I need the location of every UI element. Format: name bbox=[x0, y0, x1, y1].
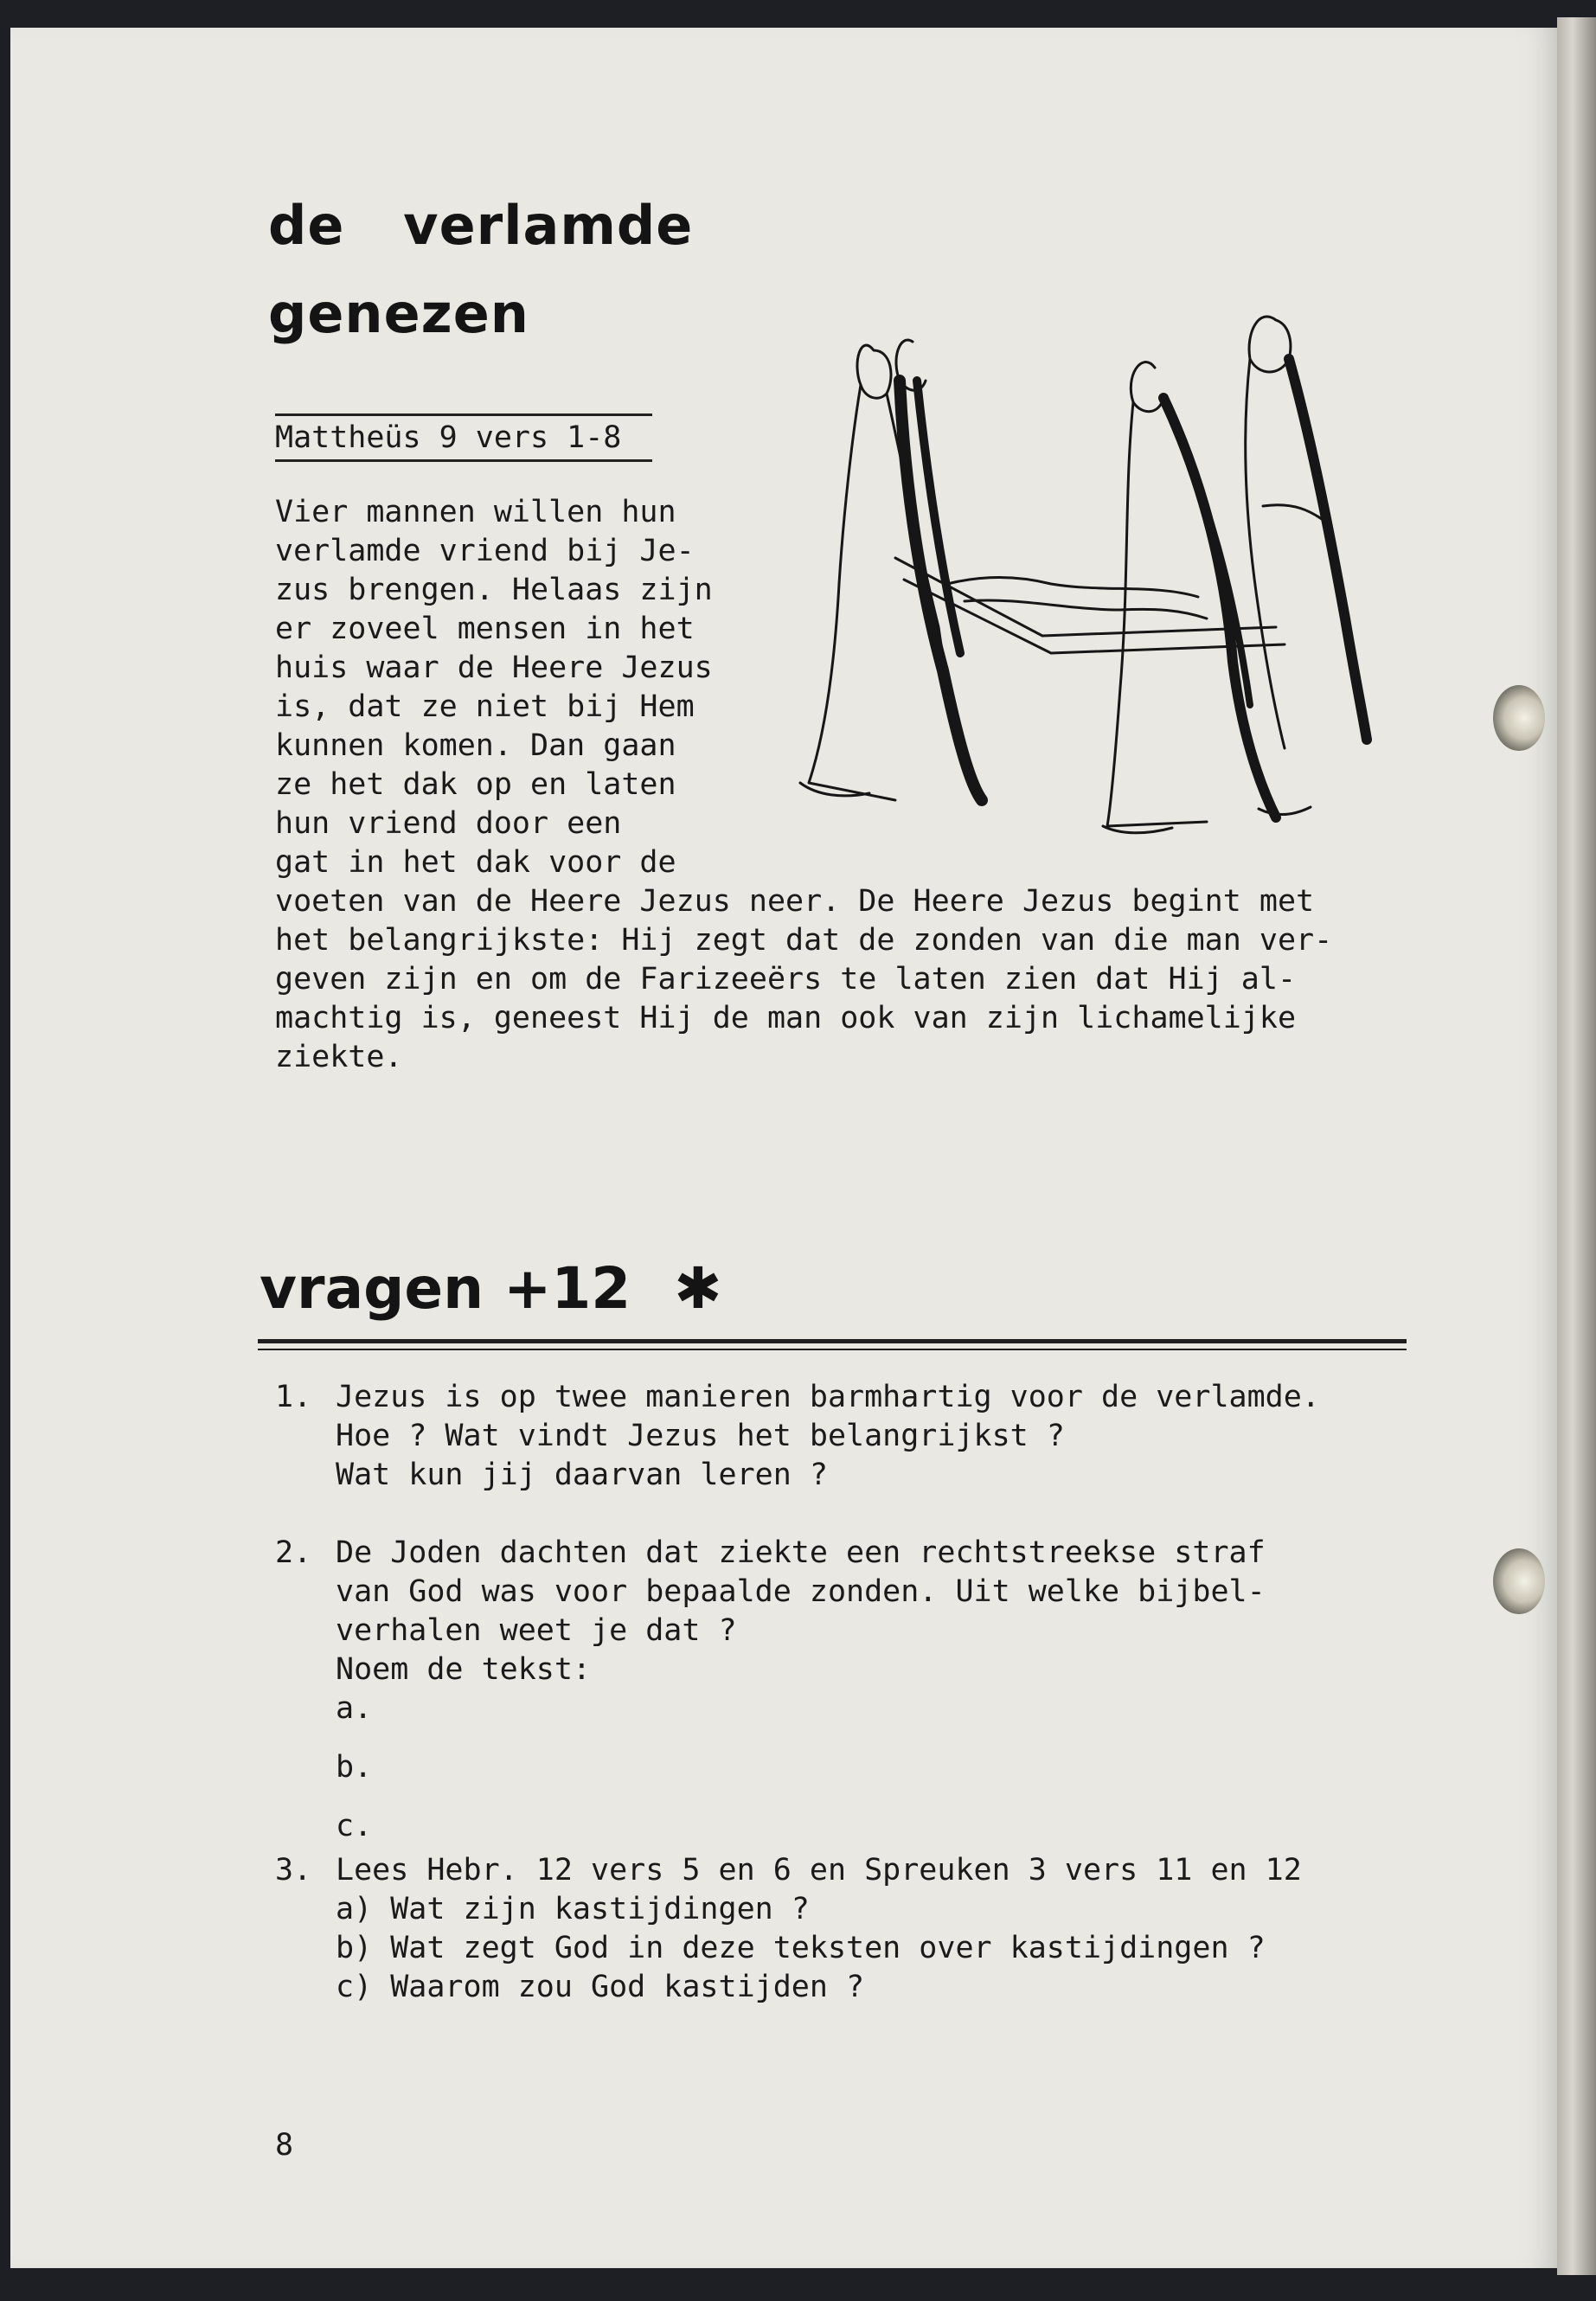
question-1 bbox=[275, 1378, 1452, 1495]
story-line: ze het dak op en laten bbox=[275, 767, 676, 802]
story-line: is, dat ze niet bij Hem bbox=[275, 689, 695, 724]
story-line: Vier mannen willen hun bbox=[275, 495, 676, 529]
heading-rule-thin bbox=[258, 1349, 1407, 1350]
question-line: Jezus is op twee manieren barmhartig voor de verlamde. bbox=[336, 1380, 1320, 1414]
story-line: machtig is, geneest Hij de man ook van zijn lichamelijke bbox=[275, 1001, 1297, 1035]
story-line: huis waar de Heere Jezus bbox=[275, 651, 713, 685]
question-line: verhalen weet je dat ? bbox=[336, 1613, 737, 1648]
question-number: 2. bbox=[275, 1535, 312, 1570]
bible-reference: Mattheüs 9 vers 1-8 bbox=[275, 413, 652, 462]
question-line: c) Waarom zou God kastijden ? bbox=[336, 1970, 865, 2004]
question-2 bbox=[275, 1534, 1452, 1846]
asterisk-icon: ✱ bbox=[674, 1255, 722, 1322]
question-line: b) Wat zegt God in deze teksten over kastijdingen ? bbox=[336, 1931, 1266, 1965]
answer-blank-a: a. bbox=[336, 1691, 373, 1726]
story-line: gat in het dak voor de bbox=[275, 845, 676, 880]
story-title-line-2: genezen bbox=[268, 282, 529, 345]
question-line: a) Wat zijn kastijdingen ? bbox=[336, 1892, 810, 1926]
story-line: hun vriend door een bbox=[275, 806, 622, 841]
question-3 bbox=[275, 1851, 1452, 2007]
story-title-line-1: de verlamde bbox=[268, 194, 694, 257]
question-line: Noem de tekst: bbox=[336, 1652, 592, 1687]
story-line: verlamde vriend bij Je- bbox=[275, 534, 695, 568]
story-line: het belangrijkste: Hij zegt dat de zonden van die man ver- bbox=[275, 923, 1333, 958]
question-line: Hoe ? Wat vindt Jezus het belangrijkst ? bbox=[336, 1419, 1065, 1453]
story-line: ziekte. bbox=[275, 1040, 403, 1074]
story-title bbox=[268, 182, 693, 358]
answer-blank-c: c. bbox=[336, 1809, 373, 1843]
story-line: voeten van de Heere Jezus neer. De Heere Jezus begint met bbox=[275, 884, 1315, 919]
question-line: Wat kun jij daarvan leren ? bbox=[336, 1458, 828, 1492]
question-line: van God was voor bepaalde zonden. Uit welke bijbel- bbox=[336, 1574, 1266, 1609]
questions-heading-text: vragen +12 bbox=[260, 1255, 631, 1322]
heading-rule-thick bbox=[258, 1339, 1407, 1343]
question-number: 1. bbox=[275, 1380, 312, 1414]
page-edge bbox=[1557, 17, 1596, 2275]
punch-hole-top bbox=[1493, 685, 1545, 751]
punch-hole-bottom bbox=[1493, 1548, 1545, 1614]
question-line: De Joden dachten dat ziekte een rechtstreekse straf bbox=[336, 1535, 1266, 1570]
story-line: kunnen komen. Dan gaan bbox=[275, 728, 676, 763]
question-line: Lees Hebr. 12 vers 5 en 6 en Spreuken 3 vers 11 en 12 bbox=[336, 1853, 1302, 1888]
story-line: er zoveel mensen in het bbox=[275, 612, 695, 646]
question-list bbox=[275, 1378, 1452, 2046]
story-text bbox=[275, 493, 1434, 1077]
answer-blank-b: b. bbox=[336, 1750, 373, 1785]
page-number: 8 bbox=[275, 2128, 294, 2163]
story-line: geven zijn en om de Farizeeërs te laten zien dat Hij al- bbox=[275, 962, 1297, 997]
story-line: zus brengen. Helaas zijn bbox=[275, 573, 713, 607]
questions-heading bbox=[260, 1246, 722, 1332]
story-text-wrapped bbox=[275, 493, 760, 882]
question-number: 3. bbox=[275, 1853, 312, 1888]
